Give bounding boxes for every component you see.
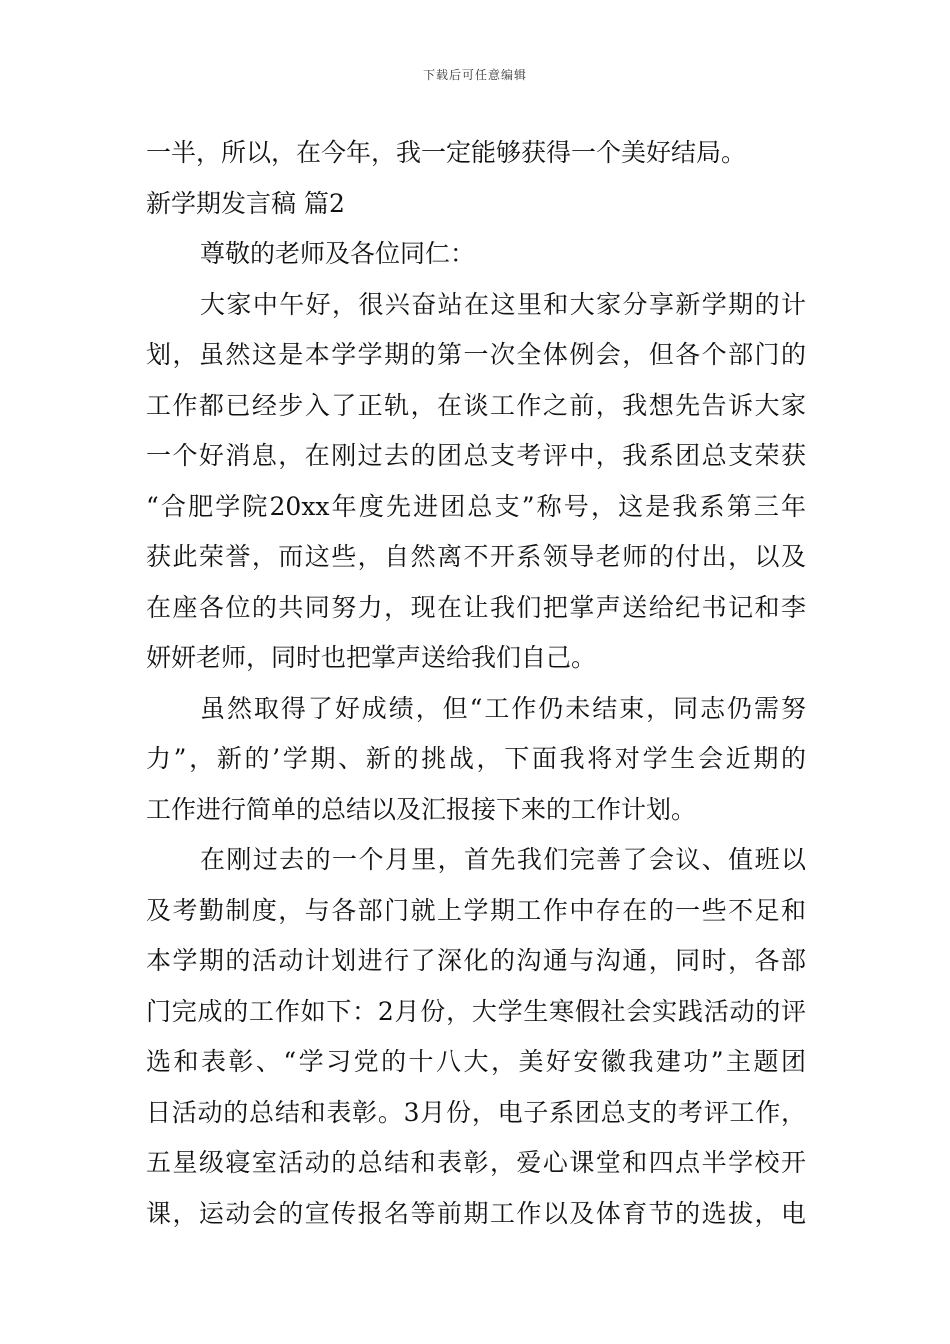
section-title: 新学期发言稿 篇2 (146, 188, 345, 218)
paragraph-line: 门完成的工作如下：2月份，大学生寒假社会实践活动的评 (146, 996, 806, 1026)
paragraph-line: 在刚过去的一个月里，首先我们完善了会议、值班以 (200, 845, 806, 874)
paragraph-line: 本学期的活动计划进行了深化的沟通与沟通，同时，各部 (146, 946, 806, 975)
paragraph-line: 课，运动会的宣传报名等前期工作以及体育节的选拔，电 (146, 1198, 806, 1228)
paragraph-line: 日活动的总结和表彰。3月份，电子系团总支的考评工作， (146, 1097, 806, 1127)
page-header: 下载后可任意编辑 (422, 68, 527, 82)
paragraph-line: 选和表彰、“学习党的十八大，美好安徽我建功”主题团 (146, 1047, 806, 1076)
paragraph-line: 获此荣誉，而这些，自然离不开系领导老师的付出，以及 (146, 542, 806, 571)
paragraph-line: “合肥学院20xx年度先进团总支”称号，这是我系第三年 (146, 491, 806, 521)
paragraph-line: 在座各位的共同努力，现在让我们把掌声送给纪书记和李 (146, 592, 806, 622)
paragraph-1 (146, 280, 806, 684)
paragraph-line: 力”，新的’学期、新的挑战，下面我将对学生会近期的 (146, 744, 806, 773)
paragraph-2 (146, 684, 806, 836)
salutation: 尊敬的老师及各位同仁： (200, 239, 476, 268)
paragraph-line: 妍妍老师，同时也把掌声送给我们自己。 (146, 643, 597, 672)
paragraph-line: 工作都已经步入了正轨，在谈工作之前，我想先告诉大家 (146, 390, 806, 420)
paragraph-line: 虽然取得了好成绩，但“工作仍未结束，同志仍需努 (200, 693, 806, 723)
paragraph-line: 划，虽然这是本学学期的第一次全体例会，但各个部门的 (146, 340, 806, 369)
paragraph-line: 一个好消息，在刚过去的团总支考评中，我系团总支荣获 (146, 441, 806, 470)
document-body (146, 128, 806, 1239)
paragraph-line: 及考勤制度，与各部门就上学期工作中存在的一些不足和 (146, 895, 806, 925)
paragraph-3 (146, 835, 806, 1239)
intro-line: 一半，所以，在今年，我一定能够获得一个美好结局。 (146, 138, 747, 167)
paragraph-line: 大家中午好，很兴奋站在这里和大家分享新学期的计 (200, 289, 806, 319)
paragraph-line: 五星级寝室活动的总结和表彰，爱心课堂和四点半学校开 (146, 1148, 806, 1177)
paragraph-line: 工作进行简单的总结以及汇报接下来的工作计划。 (146, 794, 697, 824)
